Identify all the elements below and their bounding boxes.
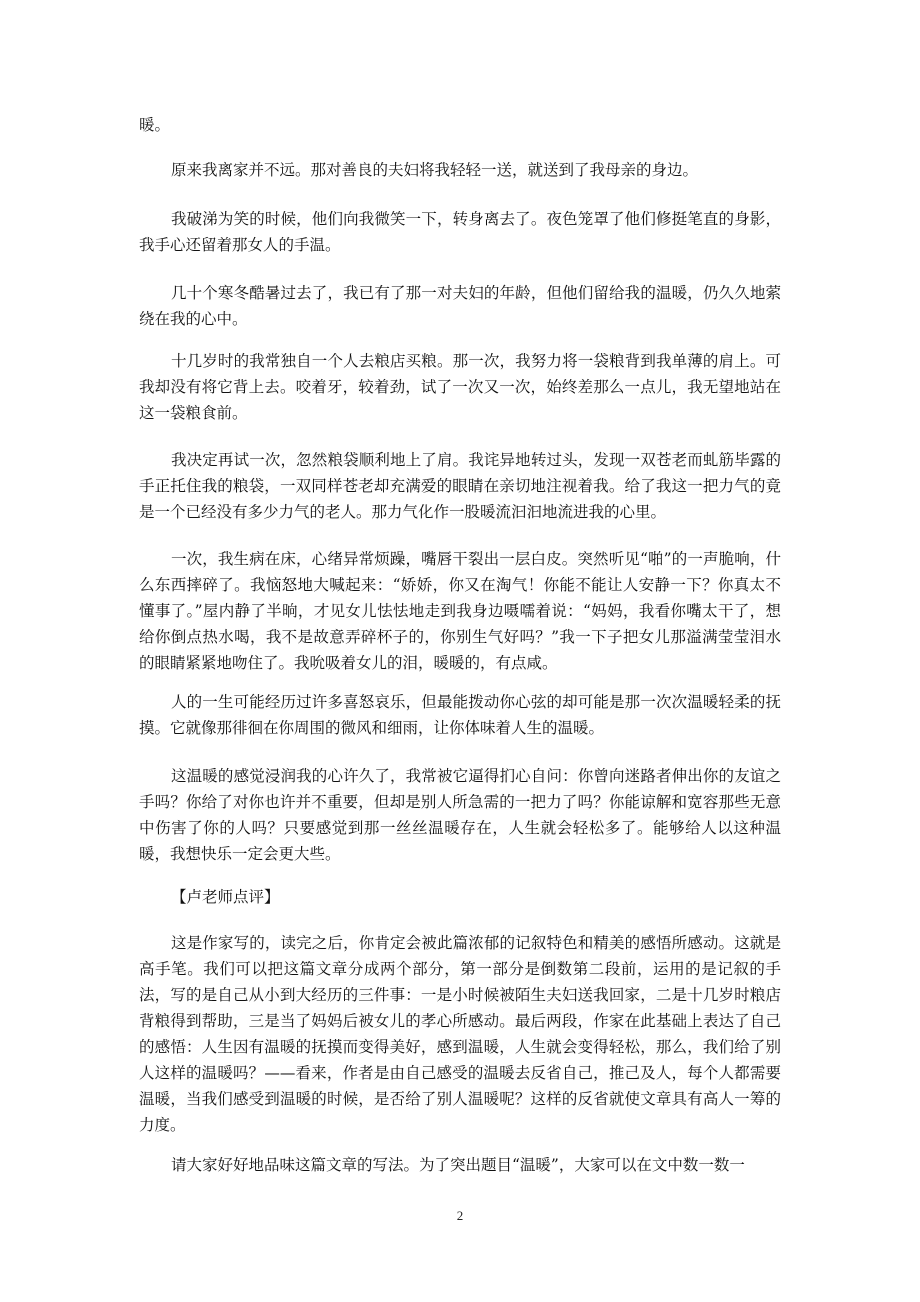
- comment-paragraph-analysis: 这是作家写的，读完之后，你肯定会被此篇浓郁的记叙特色和精美的感悟所感动。这就是高手笔。我们可以把这篇文章分成两个部分，第一部分是倒数第二段前，运用的是记叙的手法，写的是自己从小到大经历的三件事：一是小时候被陌生夫妇送我回家，二是十几岁时粮店背粮得到帮助，三是当了妈妈后被女儿的孝心所感动。最后两段，作家在此基础上表达了自己的感悟：人生因有温暖的抚摸而变得美好，感到温暖，人生就会变得轻松，那么，我们给了别人这样的温暖吗？——看来，作者是由自己感受的温暖去反省自己，推己及人，每个人都需要温暖，当我们感受到温暖的时候，是否给了别人温暖呢？这样的反省就使文章具有高人一筹的力度。: [139, 934, 781, 1134]
- paragraph-life-reflection: 人的一生可能经历过许多喜怒哀乐，但最能拨动你心弦的却可能是那一次次温暖轻柔的抚摸。它就像那徘徊在你周围的微风和细雨，让你体味着人生的温暖。: [139, 693, 781, 737]
- paragraph-continuation: 暖。: [139, 116, 171, 134]
- page-number: 2: [456, 1208, 464, 1223]
- comment-heading: 【卢老师点评】: [171, 888, 280, 906]
- paragraph-years-passed: 几十个寒冬酷暑过去了，我已有了那一对夫妇的年龄，但他们留给我的温暖，仍久久地萦绕在我的心中。: [139, 284, 781, 328]
- paragraph-daughter: 一次，我生病在床，心绪异常烦躁，嘴唇干裂出一层白皮。突然听见“啪”的一声脆响，什么东西摔碎了。我恼怒地大喊起来：“娇娇，你又在淘气！你能不能让人安静一下？你真太不懂事了。”屋内静了半晌，才见女儿怯怯地走到我身边嗫嚅着说：“妈妈，我看你嘴太干了，想给你倒点热水喝，我不是故意弄碎杯子的，你别生气好吗？”我一下子把女儿那溢满莹莹泪水的眼睛紧紧地吻住了。我吮吸着女儿的泪，暖暖的，有点咸。: [139, 550, 781, 672]
- paragraph-buying-grain: 十几岁时的我常独自一个人去粮店买粮。那一次，我努力将一袋粮背到我单薄的肩上。可我却没有将它背上去。咬着牙，较着劲，试了一次又一次，始终差那么一点儿，我无望地站在这一袋粮食前。: [139, 352, 781, 422]
- paragraph-self-questioning: 这温暖的感觉浸润我的心许久了，我常被它逼得扪心自问：你曾向迷路者伸出你的友谊之手吗？你给了对你也许并不重要，但却是别人所急需的一把力了吗？你能谅解和宽容那些无意中伤害了你的人吗？只要感觉到那一丝丝温暖存在，人生就会轻松多了。能够给人以这种温暖，我想快乐一定会更大些。: [139, 767, 781, 863]
- paragraph-couple-leaves: 我破涕为笑的时候，他们向我微笑一下，转身离去了。夜色笼罩了他们修挺笔直的身影，我手心还留着那女人的手温。: [139, 210, 781, 254]
- paragraph-old-man-helps: 我决定再试一次，忽然粮袋顺利地上了肩。我诧异地转过头，发现一双苍老而虬筋毕露的手正托住我的粮袋，一双同样苍老却充满爱的眼睛在亲切地注视着我。给了我这一把力气的竟是一个已经没有多少力气的老人。那力气化作一股暖流汩汩地流进我的心里。: [139, 451, 781, 521]
- paragraph-home-nearby: 原来我离家并不远。那对善良的夫妇将我轻轻一送，就送到了我母亲的身边。: [171, 161, 699, 179]
- comment-paragraph-advice: 请大家好好地品味这篇文章的写法。为了突出题目“温暖”，大家可以在文中数一数一: [171, 1156, 745, 1174]
